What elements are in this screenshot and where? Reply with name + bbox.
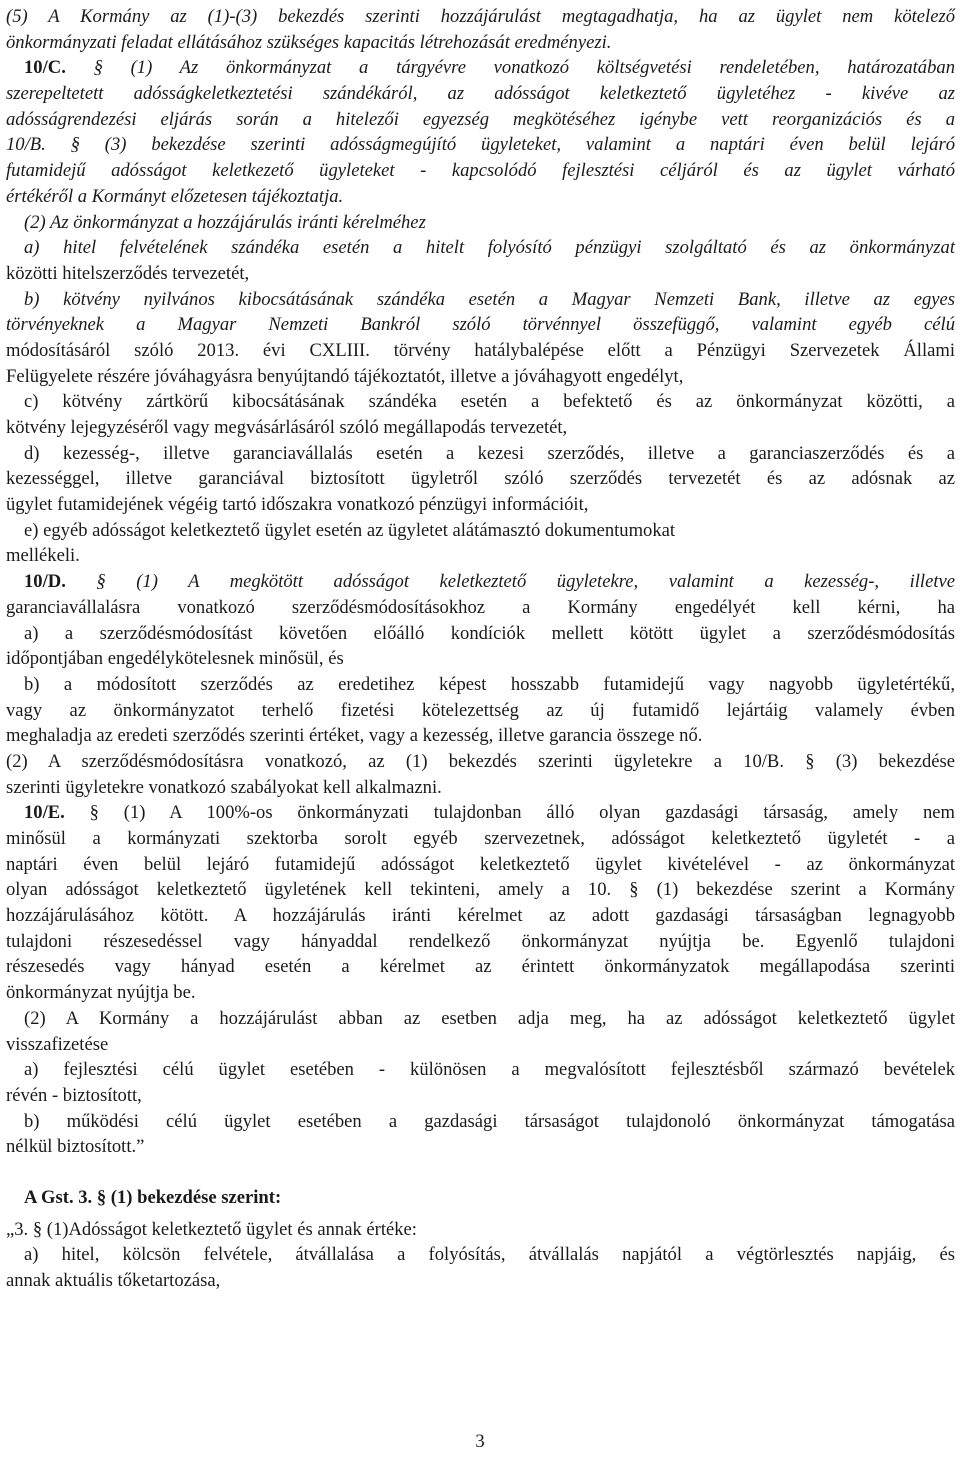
list-item-b: b) a módosított szerződés az eredetihez képest hosszabb futamidejű vagy nagyobb ügyletértékű,	[24, 673, 955, 695]
section-number: 10/C.	[24, 57, 66, 79]
section-10c-heading-line	[6, 55, 955, 81]
section-text: § (1) A megkötött adósságot keletkeztető ügyletekre, valamint a kezesség-, illetve	[65, 571, 955, 593]
text-line: 10/B. § (3) bekezdése szerinti adósságmegújító ügyleteket, valamint a naptári éven belül lejáró	[6, 134, 955, 156]
text-line: módosításáról szóló 2013. évi CXLIII. törvény hatálybalépése előtt a Pénzügyi Szervezetek Állami	[6, 339, 955, 361]
text-line: kötvény lejegyzéséről vagy megvásárlásáról szóló megállapodás tervezetét,	[6, 417, 568, 438]
text-line: visszafizetése	[6, 1033, 109, 1055]
section-text: § (1) Az önkormányzat a tárgyévre vonatkozó költségvetési rendeletében, határozatában	[65, 57, 955, 79]
list-item-a: a) fejlesztési célú ügylet esetében - különösen a megvalósított fejlesztésből származó bevételek	[24, 1059, 955, 1081]
text-line: kezességgel, illetve garanciával biztosított ügyletről szóló szerződés tervezetét és az adósnak az	[6, 468, 955, 490]
text-line: önkormányzat nyújtja be.	[6, 982, 196, 1004]
text-line: adósságrendezési eljárás során a hitelezői egyezség megkötéséhez igénybe vett reorganizációs és a	[6, 108, 955, 130]
text-line: időpontjában engedélykötelesnek minősül, és	[6, 648, 344, 670]
text-line: annak aktuális tőketartozása,	[6, 1270, 221, 1291]
text-line: szerinti ügyletekre vonatkozó szabályokat kell alkalmazni.	[6, 776, 442, 798]
text-line: tulajdoni részesedéssel vagy hányaddal rendelkező önkormányzat nyújtja be. Egyenlő tulajdoni	[6, 930, 955, 952]
list-item-c: c) kötvény zártkörű kibocsátásának szándéka esetén a befektető és az önkormányzat közötti, a	[24, 391, 955, 413]
text-line: hozzájárulásához kötött. A hozzájárulás iránti kérelmet az adott gazdasági társaságban legnagyobb	[6, 905, 955, 927]
text-line: törvényeknek a Magyar Nemzeti Bankról szóló törvénnyel összefüggő, valamint egyéb célú	[6, 314, 955, 336]
text-line: olyan adósságot keletkeztető ügyletének kell tekinteni, amely a 10. § (1) bekezdése szerint a Kormány	[6, 879, 955, 901]
text-line: (2) A Kormány a hozzájárulást abban az esetben adja meg, ha az adósságot keletkeztető ügylet	[24, 1007, 955, 1029]
text-line: (2) A szerződésmódosításra vonatkozó, az (1) bekezdés szerinti ügyletekre a 10/B. § (3) bekezdése	[6, 750, 955, 772]
text-line: vagy az önkormányzatot terhelő fizetési kötelezettség az új futamidő lejártáig valamely évben	[6, 699, 955, 721]
text-line: szerepeltetett adósságkeletkeztetési szándékáról, az adósságot keletkeztető ügyletéhez - kivéve az	[6, 83, 955, 105]
section-10e-heading-line	[6, 800, 955, 826]
text-line: minősül a kormányzati szektorba sorolt egyéb szervezetnek, adósságot keletkeztető ügyletét - a	[6, 828, 955, 849]
text-line: meghaladja az eredeti szerződés szerinti értéket, vagy a kezesség, illetve garancia összege nő.	[6, 725, 703, 747]
quote-line: „3. § (1)Adósságot keletkeztető ügylet és annak értéke:	[6, 1218, 417, 1240]
text-line: naptári éven belül lejáró futamidejű adósságot keletkeztető ügylet kivételével - az önkormányzat	[6, 853, 955, 875]
text-line: révén - biztosított,	[6, 1084, 142, 1106]
list-item-a: a) hitel, kölcsön felvétele, átvállalása a folyósítás, átvállalás napjától a végtörlesztés napjáig, és	[24, 1244, 955, 1266]
text-line: futamidejű adósságot keletkezető ügyleteket - kapcsolódó fejlesztési céljáról és az ügylet várható	[6, 160, 955, 182]
text-line: (2) Az önkormányzat a hozzájárulás iránti kérelméhez	[24, 211, 426, 233]
text-line: ügylet futamidejének végéig tartó időszakra vonatkozó pénzügyi információit,	[6, 494, 589, 516]
section-text: § (1) A 100%-os önkormányzati tulajdonban álló olyan gazdasági társaság, amely nem	[64, 802, 955, 824]
text-line: önkormányzati feladat ellátásához szükséges kapacitás létrehozását eredményezi.	[6, 31, 612, 53]
text-line: értékéről a Kormányt előzetesen tájékoztatja.	[6, 185, 344, 207]
text-line: (5) A Kormány az (1)-(3) bekezdés szerinti hozzájárulást megtagadhatja, ha az ügylet nem kötelező	[6, 6, 955, 27]
subheading: A Gst. 3. § (1) bekezdése szerint:	[24, 1186, 282, 1208]
text-line: Felügyelete részére jóváhagyásra benyújtandó tájékoztatót, illetve a jóváhagyott engedélyt,	[6, 365, 684, 387]
text-line: részesedés vagy hányad esetén a kérelmet az érintett önkormányzatok megállapodása szerinti	[6, 956, 955, 978]
section-number: 10/E.	[24, 802, 65, 824]
text-line: mellékeli.	[6, 545, 80, 567]
section-number: 10/D.	[24, 571, 66, 593]
document-page	[6, 4, 955, 1294]
list-item-a: a) hitel felvételének szándéka esetén a hitelt folyósító pénzügyi szolgáltató és az önkormányzat	[24, 237, 955, 259]
list-item-b: b) kötvény nyilvános kibocsátásának szándéka esetén a Magyar Nemzeti Bank, illetve az egyes	[24, 288, 955, 310]
text-line: garanciavállalásra vonatkozó szerződésmódosításokhoz a Kormány engedélyét kell kérni, ha	[6, 596, 955, 618]
list-item-e: e) egyéb adósságot keletkeztető ügylet esetén az ügyletet alátámasztó dokumentumokat	[24, 519, 676, 541]
section-10d-heading-line	[6, 569, 955, 595]
list-item-a: a) a szerződésmódosítást követően előálló kondíciók mellett kötött ügylet a szerződésmódosítás	[24, 622, 955, 644]
list-item-b: b) működési célú ügylet esetében a gazdasági társaságot tulajdonoló önkormányzat támogatása	[24, 1110, 955, 1132]
text-line: közötti hitelszerződés tervezetét,	[6, 262, 250, 284]
list-item-d: d) kezesség-, illetve garanciavállalás esetén a kezesi szerződés, illetve a garanciaszerződés és a	[24, 442, 955, 464]
text-line: nélkül biztosított.”	[6, 1136, 145, 1158]
spacer	[6, 1160, 955, 1185]
page-number: 3	[475, 1431, 485, 1452]
